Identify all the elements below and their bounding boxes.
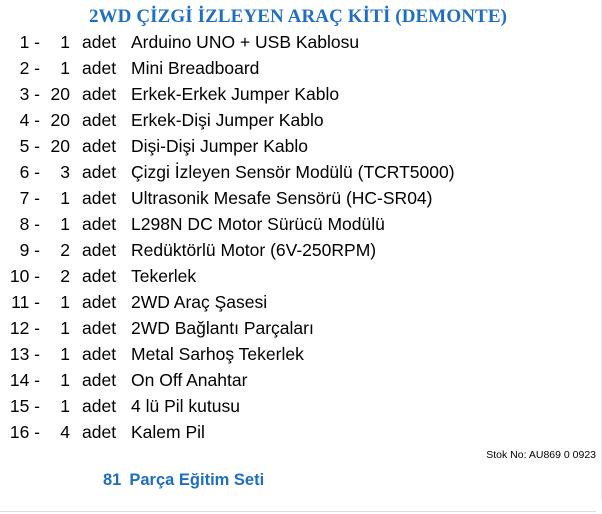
- item-unit: adet: [82, 422, 117, 442]
- item-index: 3 -: [19, 84, 40, 104]
- item-index: 7 -: [19, 188, 40, 208]
- item-index: 14 -: [9, 370, 40, 390]
- item-name: Çizgi İzleyen Sensör Modülü (TCRT5000): [131, 162, 455, 182]
- list-item: [0, 133, 600, 159]
- list-item: [0, 393, 600, 419]
- item-index: 12 -: [9, 318, 40, 338]
- list-item: [0, 367, 600, 393]
- item-unit: adet: [82, 344, 117, 364]
- total-label: Parça Eğitim Seti: [129, 471, 265, 489]
- item-index: 9 -: [19, 240, 40, 260]
- item-quantity: 1: [60, 344, 70, 364]
- item-name: 2WD Bağlantı Parçaları: [131, 318, 314, 338]
- list-item: [0, 315, 600, 341]
- item-quantity: 1: [60, 318, 70, 338]
- list-item: [0, 81, 600, 107]
- list-item: [0, 263, 600, 289]
- item-unit: adet: [82, 396, 117, 416]
- list-item: [0, 289, 600, 315]
- list-item: [0, 237, 600, 263]
- parts-list: [0, 29, 600, 445]
- item-quantity: 20: [50, 110, 70, 130]
- item-index: 13 -: [9, 344, 40, 364]
- item-quantity: 1: [60, 32, 70, 52]
- item-quantity: 2: [60, 266, 70, 286]
- item-index: 2 -: [19, 58, 40, 78]
- item-unit: adet: [82, 214, 117, 234]
- item-name: Erkek-Dişi Jumper Kablo: [131, 110, 324, 130]
- item-quantity: 1: [60, 370, 70, 390]
- item-unit: adet: [82, 136, 117, 156]
- item-index: 11 -: [11, 292, 40, 312]
- item-unit: adet: [82, 240, 117, 260]
- list-item: [0, 341, 600, 367]
- item-quantity: 1: [60, 58, 70, 78]
- item-unit: adet: [82, 32, 117, 52]
- stock-number: Stok No: AU869 0 0923: [486, 449, 596, 461]
- item-quantity: 3: [60, 162, 70, 182]
- item-name: Arduino UNO + USB Kablosu: [131, 32, 360, 52]
- item-index: 10 -: [9, 266, 40, 286]
- item-index: 6 -: [19, 162, 40, 182]
- item-name: Dişi-Dişi Jumper Kablo: [131, 136, 308, 156]
- list-item: [0, 55, 600, 81]
- item-unit: adet: [82, 188, 117, 208]
- item-name: Redüktörlü Motor (6V-250RPM): [131, 240, 377, 260]
- item-quantity: 1: [60, 396, 70, 416]
- item-index: 1 -: [19, 32, 40, 52]
- item-unit: adet: [82, 318, 117, 338]
- item-quantity: 1: [60, 214, 70, 234]
- item-index: 4 -: [19, 110, 40, 130]
- item-index: 5 -: [19, 136, 40, 156]
- bottom-border: [0, 511, 596, 512]
- item-quantity: 20: [50, 84, 70, 104]
- item-index: 15 -: [9, 396, 40, 416]
- item-name: Erkek-Erkek Jumper Kablo: [131, 84, 340, 104]
- total-count: 81: [103, 471, 122, 489]
- total-summary: [103, 471, 264, 490]
- item-name: 4 lü Pil kutusu: [131, 396, 240, 416]
- item-name: Metal Sarhoş Tekerlek: [131, 344, 304, 364]
- list-item: [0, 29, 600, 55]
- item-index: 16 -: [9, 422, 40, 442]
- item-quantity: 20: [50, 136, 70, 156]
- list-item: [0, 211, 600, 237]
- item-name: Mini Breadboard: [131, 58, 260, 78]
- list-item: [0, 107, 600, 133]
- item-unit: adet: [82, 84, 117, 104]
- item-unit: adet: [82, 370, 117, 390]
- list-item: [0, 419, 600, 445]
- item-unit: adet: [82, 110, 117, 130]
- item-quantity: 1: [60, 292, 70, 312]
- item-unit: adet: [82, 58, 117, 78]
- item-name: On Off Anahtar: [131, 370, 248, 390]
- item-unit: adet: [82, 162, 117, 182]
- kit-title: 2WD ÇİZGİ İZLEYEN ARAÇ KİTİ (DEMONTE): [88, 6, 508, 27]
- item-unit: adet: [82, 266, 117, 286]
- item-index: 8 -: [19, 214, 40, 234]
- item-name: L298N DC Motor Sürücü Modülü: [131, 214, 385, 234]
- list-item: [0, 159, 600, 185]
- item-unit: adet: [82, 292, 117, 312]
- item-name: 2WD Araç Şasesi: [131, 292, 268, 312]
- item-name: Kalem Pil: [131, 422, 205, 442]
- list-item: [0, 185, 600, 211]
- item-name: Ultrasonik Mesafe Sensörü (HC-SR04): [131, 188, 433, 208]
- item-quantity: 4: [60, 422, 70, 442]
- item-quantity: 1: [60, 188, 70, 208]
- item-name: Tekerlek: [131, 266, 197, 286]
- item-quantity: 2: [60, 240, 70, 260]
